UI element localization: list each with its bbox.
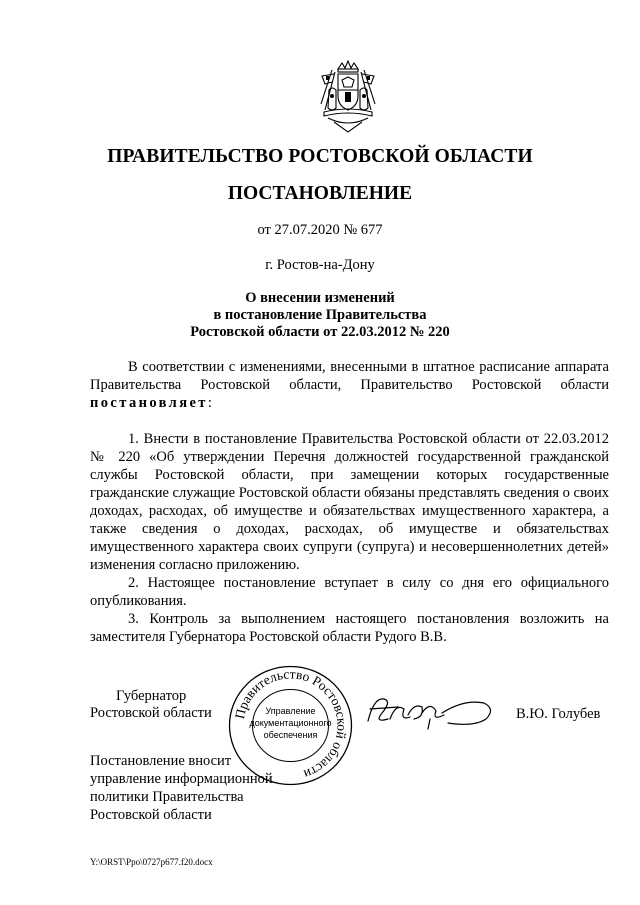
signatory-name: В.Ю. Голубев	[516, 706, 601, 722]
introducer-line: Ростовской области	[90, 807, 212, 823]
subject-line: О внесении изменений	[245, 290, 395, 306]
document-type: ПОСТАНОВЛЕНИЕ	[227, 183, 413, 204]
subject-line: в постановление Правительства	[213, 307, 427, 323]
stamp-inner-line: документационного	[249, 718, 332, 728]
stamp-ring-text: Правительство Ростовской области	[231, 666, 350, 783]
resolution-item-2: 2. Настоящее постановление вступает в силу со дня его официального опубликования.	[90, 575, 609, 609]
preamble-text: В соответствии с изменениями, внесенными в штатное расписание аппарата Правительства Ростовской области, Правительство Ростовской области	[90, 359, 609, 393]
resolution-item-3: 3. Контроль за выполнением настоящего постановления возложить на заместителя Губернатора Ростовской области Рудого В.В.	[90, 611, 609, 645]
signatory-title-line: Губернатор	[116, 688, 187, 704]
coat-of-arms-emblem	[316, 60, 380, 134]
preamble-colon: :	[207, 395, 212, 411]
file-path: Y:\ORST\Ppo\0727p677.f20.docx	[90, 857, 213, 867]
stamp-inner-line: обеспечения	[263, 730, 318, 740]
organization-title: ПРАВИТЕЛЬСТВО РОСТОВСКОЙ ОБЛАСТИ	[107, 146, 533, 167]
introducer-line: управление информационной	[90, 771, 273, 787]
introducer-line: политики Правительства	[90, 789, 244, 805]
handwritten-signature	[364, 689, 498, 733]
city-line: г. Ростов-на-Дону	[265, 257, 375, 273]
subject-line: Ростовской области от 22.03.2012 № 220	[190, 324, 450, 340]
stamp-inner-line: Управление	[265, 706, 316, 716]
date-and-number: от 27.07.2020 № 677	[257, 222, 383, 238]
signatory-title-line: Ростовской области	[90, 705, 212, 721]
resolution-item-1: 1. Внести в постановление Правительства Ростовской области от 22.03.2012 № 220 «Об утверждении Перечня должностей государственной гражданской службы Ростовской области, при замещении которых государственные гражданские служащие Ростовской области обязаны представлять сведения о своих доходах, расходах, об имуществе и обязательствах имущественного характера, а также сведения о доходах, расходах, об имуществе и обязательствах имущественного характера своих супруги (супруга) и несовершеннолетних детей» изменения согласно приложению.	[90, 431, 609, 573]
resolution-items	[90, 430, 609, 646]
introduced-by-block	[90, 752, 273, 824]
resolution-verb: постановляет	[90, 395, 208, 411]
document-subject	[0, 290, 640, 341]
introducer-line: Постановление вносит	[90, 753, 232, 769]
preamble-paragraph	[90, 358, 609, 412]
signatory-title	[90, 688, 212, 722]
